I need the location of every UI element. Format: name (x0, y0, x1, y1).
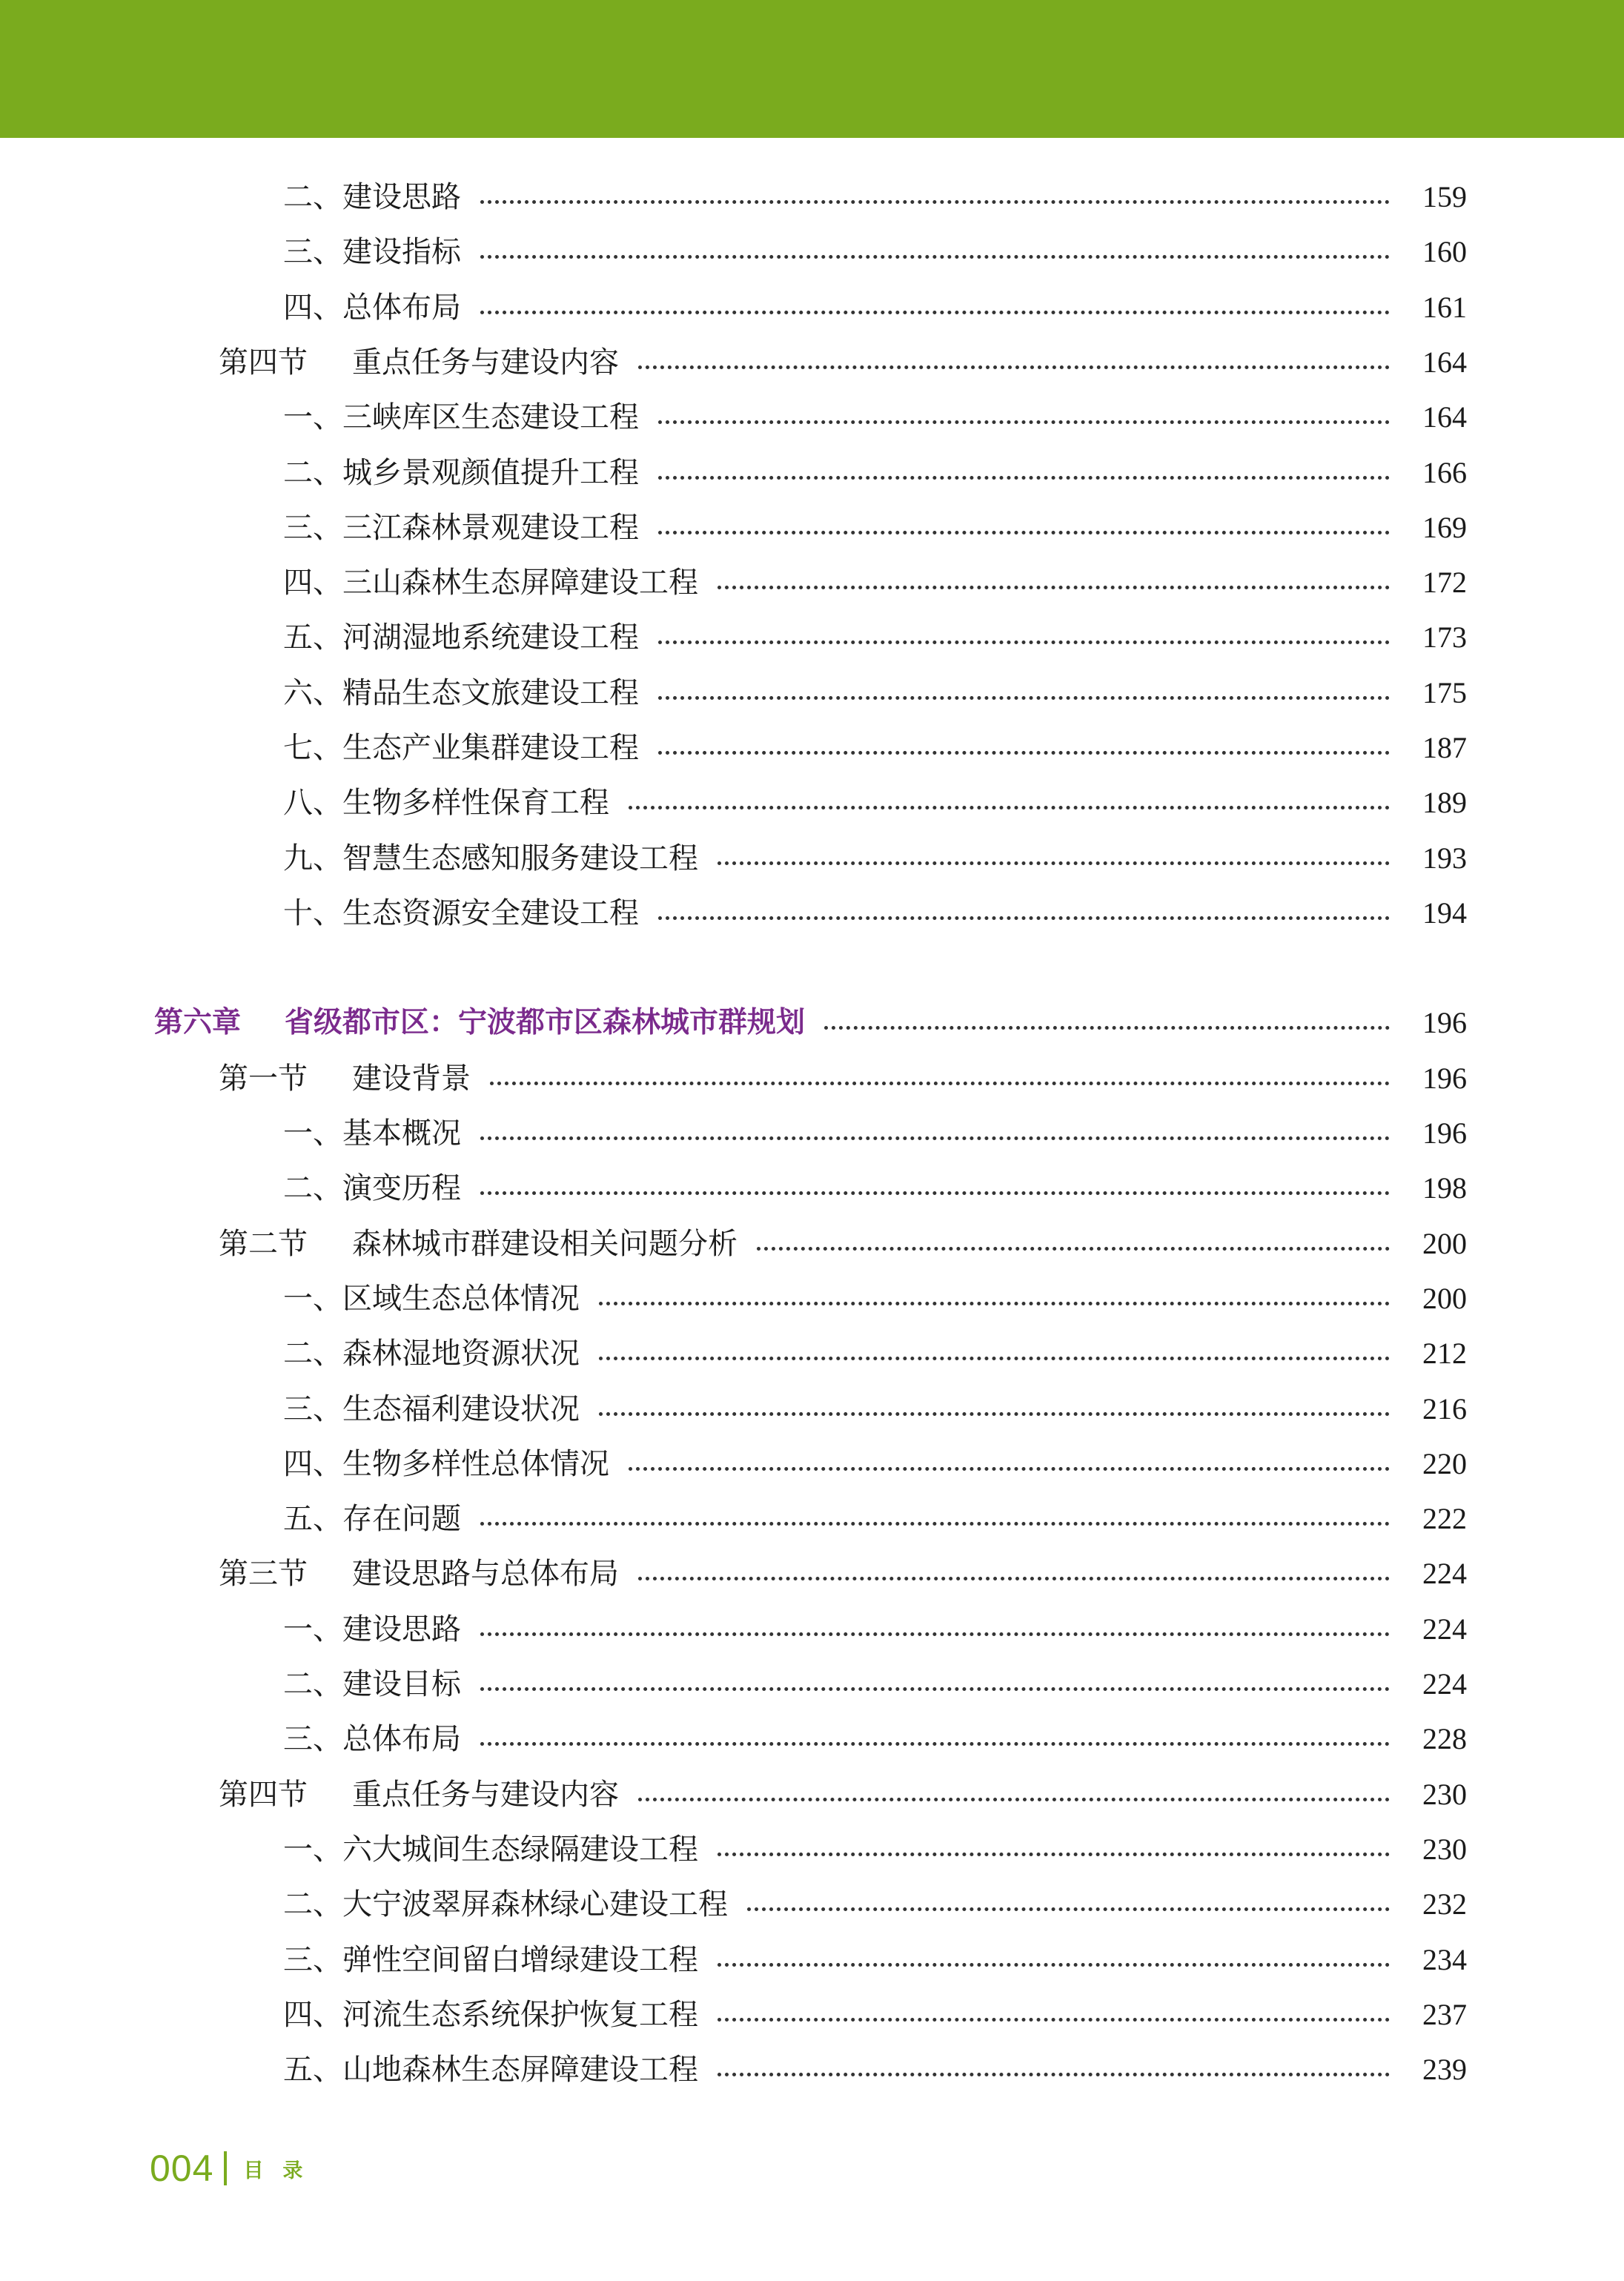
footer-divider (224, 2151, 227, 2185)
toc-entry-label: 五、山地森林生态屏障建设工程 (283, 2053, 698, 2087)
toc-page-number: 194 (1422, 896, 1467, 930)
dot-leader (824, 1026, 1390, 1030)
toc-item-entry[interactable] (0, 225, 1624, 279)
toc-entry-title (283, 390, 639, 445)
toc-entry-label: 二、城乡景观颜值提升工程 (283, 456, 639, 490)
toc-item-entry[interactable] (0, 1492, 1624, 1546)
toc-page-number: 224 (1422, 1612, 1467, 1646)
toc-entry-title (283, 1657, 461, 1712)
toc-entry-title (283, 610, 639, 665)
toc-entry-title (283, 446, 639, 500)
dot-leader (480, 1687, 1390, 1691)
toc-page-number: 172 (1422, 566, 1467, 599)
toc-entry-title (219, 1767, 619, 1822)
dot-leader (480, 1632, 1390, 1636)
toc-item-entry[interactable] (0, 1712, 1624, 1767)
toc-page-number: 237 (1422, 1998, 1467, 2031)
toc-page-number: 173 (1422, 620, 1467, 654)
toc-entry-title (283, 1987, 698, 2042)
toc-entry-title (219, 1546, 619, 1601)
dot-leader (658, 476, 1390, 480)
toc-page-number: 187 (1422, 731, 1467, 764)
toc-page-number: 196 (1422, 1116, 1467, 1150)
toc-page-number: 198 (1422, 1171, 1467, 1205)
toc-entry-title (283, 225, 461, 279)
toc-entry-title (283, 1492, 461, 1546)
toc-entry-label: 二、大宁波翠屏森林绿心建设工程 (283, 1887, 728, 1921)
section-number: 第一节 (219, 1062, 308, 1096)
footer-section-title: 目录 (243, 2159, 322, 2182)
dot-leader (658, 531, 1390, 534)
toc-entry-title (283, 555, 698, 610)
toc-entry-title (283, 280, 461, 335)
dot-leader (747, 1907, 1390, 1911)
dot-leader (480, 1136, 1390, 1140)
dot-leader (599, 1357, 1390, 1360)
dot-leader (629, 806, 1390, 810)
toc-entry-title (154, 996, 805, 1050)
toc-entry-title (283, 500, 639, 555)
toc-page-number: 230 (1422, 1778, 1467, 1811)
toc-entry-label: 三、弹性空间留白增绿建设工程 (283, 1943, 698, 1977)
toc-entry-label: 重点任务与建设内容 (352, 345, 619, 380)
toc-item-entry[interactable] (0, 1933, 1624, 1987)
toc-entry-title (283, 886, 639, 941)
toc-item-entry[interactable] (0, 1987, 1624, 2042)
toc-entry-title (283, 1712, 461, 1767)
toc-page-number: 216 (1422, 1392, 1467, 1426)
toc-entry-title (283, 775, 609, 830)
dot-leader (490, 1082, 1390, 1085)
toc-page-number: 222 (1422, 1502, 1467, 1535)
dot-leader (480, 255, 1390, 259)
dot-leader (599, 1412, 1390, 1416)
toc-item-entry[interactable] (0, 390, 1624, 445)
dot-leader (658, 916, 1390, 920)
toc-entry-title (283, 1877, 728, 1932)
toc-item-entry[interactable] (0, 886, 1624, 941)
toc-entry-label: 二、森林湿地资源状况 (283, 1337, 580, 1371)
toc-page-number: 164 (1422, 400, 1467, 434)
toc-entry-title (283, 1933, 698, 1987)
toc-item-entry[interactable] (0, 666, 1624, 721)
dot-leader (629, 1467, 1390, 1471)
toc-entry-title (219, 1051, 471, 1106)
toc-entry-label: 五、存在问题 (283, 1502, 461, 1536)
toc-section-entry[interactable] (0, 335, 1624, 390)
section-number: 第四节 (219, 345, 308, 380)
toc-page-number: 234 (1422, 1943, 1467, 1976)
dot-leader (717, 2018, 1390, 2022)
toc-page-number: 230 (1422, 1833, 1467, 1866)
toc-page-number: 193 (1422, 841, 1467, 875)
dot-leader (480, 1742, 1390, 1746)
toc-entry-label: 四、三山森林生态屏障建设工程 (283, 566, 698, 600)
toc-item-entry[interactable] (0, 1657, 1624, 1712)
page-footer (150, 2146, 322, 2191)
toc-item-entry[interactable] (0, 610, 1624, 665)
toc-page-number: 175 (1422, 676, 1467, 709)
toc-section-entry[interactable] (0, 1051, 1624, 1106)
toc-entry-label: 三、建设指标 (283, 235, 461, 269)
toc-item-entry[interactable] (0, 831, 1624, 886)
toc-entry-label: 二、建设目标 (283, 1667, 461, 1701)
toc-entry-title (219, 335, 619, 390)
toc-page-number: 200 (1422, 1227, 1467, 1260)
toc-entry-label: 九、智慧生态感知服务建设工程 (283, 841, 698, 875)
dot-leader (757, 1247, 1390, 1251)
toc-page-number: 160 (1422, 235, 1467, 268)
toc-page-number: 161 (1422, 291, 1467, 324)
section-number: 第四节 (219, 1778, 308, 1812)
toc-entry-label: 四、河流生态系统保护恢复工程 (283, 1998, 698, 2032)
toc-entry-label: 六、精品生态文旅建设工程 (283, 676, 639, 710)
toc-entry-label: 八、生物多样性保育工程 (283, 786, 609, 820)
toc-entry-title (283, 1822, 698, 1877)
toc-item-entry[interactable] (0, 1161, 1624, 1216)
dot-leader (480, 311, 1390, 314)
toc-page-number: 220 (1422, 1447, 1467, 1480)
toc-item-entry[interactable] (0, 1382, 1624, 1437)
toc-item-entry[interactable] (0, 170, 1624, 225)
toc-item-entry[interactable] (0, 1271, 1624, 1326)
toc-entry-title (283, 1106, 461, 1161)
dot-leader (480, 1191, 1390, 1195)
toc-entry-title (283, 666, 639, 721)
toc-item-entry[interactable] (0, 555, 1624, 610)
toc-page-number: 166 (1422, 456, 1467, 489)
dot-leader (638, 365, 1390, 369)
dot-leader (480, 1522, 1390, 1526)
toc-item-entry[interactable] (0, 500, 1624, 555)
toc-entry-title (219, 1216, 738, 1271)
dot-leader (717, 861, 1390, 865)
toc-item-entry[interactable] (0, 2042, 1624, 2097)
section-number: 第二节 (219, 1227, 308, 1261)
toc-section-entry[interactable] (0, 1767, 1624, 1822)
toc-entry-label: 四、生物多样性总体情况 (283, 1447, 609, 1481)
toc-entry-title (283, 2042, 698, 2097)
toc-entry-label: 三、三江森林景观建设工程 (283, 511, 639, 545)
toc-entry-label: 建设思路与总体布局 (352, 1557, 619, 1591)
toc-page-number: 228 (1422, 1722, 1467, 1755)
dot-leader (717, 1853, 1390, 1856)
toc-entry-label: 省级都市区：宁波都市区森林城市群规划 (285, 1006, 806, 1039)
dot-leader (658, 696, 1390, 700)
dot-leader (658, 640, 1390, 644)
toc-entry-title (283, 1271, 580, 1326)
toc-entry-label: 四、总体布局 (283, 291, 461, 325)
toc-entry-label: 一、三峡库区生态建设工程 (283, 400, 639, 434)
toc-entry-label: 一、建设思路 (283, 1612, 461, 1646)
page-number: 004 (150, 2148, 214, 2189)
toc-entry-label: 重点任务与建设内容 (352, 1778, 619, 1812)
toc-entry-title (283, 1382, 580, 1437)
toc-item-entry[interactable] (0, 1326, 1624, 1381)
toc-page-number: 232 (1422, 1887, 1467, 1921)
toc-item-entry[interactable] (0, 1877, 1624, 1932)
toc-section-entry[interactable] (0, 1546, 1624, 1601)
dot-leader (717, 2073, 1390, 2076)
toc-item-entry[interactable] (0, 1106, 1624, 1161)
dot-leader (717, 1963, 1390, 1967)
toc-page-number: 164 (1422, 345, 1467, 379)
toc-page-number: 200 (1422, 1282, 1467, 1315)
dot-leader (658, 420, 1390, 424)
toc-entry-label: 十、生态资源安全建设工程 (283, 896, 639, 930)
toc-page-number: 196 (1422, 1006, 1467, 1039)
dot-leader (638, 1798, 1390, 1801)
toc-entry-title (283, 1161, 461, 1216)
toc-item-entry[interactable] (0, 721, 1624, 775)
dot-leader (717, 586, 1390, 589)
toc-page-number: 196 (1422, 1062, 1467, 1095)
toc-entry-label: 三、总体布局 (283, 1722, 461, 1756)
toc-item-entry[interactable] (0, 1822, 1624, 1877)
toc-page-number: 224 (1422, 1557, 1467, 1590)
toc-entry-label: 五、河湖湿地系统建设工程 (283, 620, 639, 655)
toc-page-number: 224 (1422, 1667, 1467, 1701)
toc-entry-label: 一、基本概况 (283, 1116, 461, 1151)
toc-item-entry[interactable] (0, 446, 1624, 500)
dot-leader (480, 200, 1390, 204)
toc-page-number: 212 (1422, 1337, 1467, 1370)
toc-entry-label: 七、生态产业集群建设工程 (283, 731, 639, 765)
toc-section-entry[interactable] (0, 1216, 1624, 1271)
toc-page-number: 239 (1422, 2053, 1467, 2086)
toc-entry-label: 二、建设思路 (283, 180, 461, 214)
toc-page-number: 169 (1422, 511, 1467, 544)
toc-item-entry[interactable] (0, 1602, 1624, 1657)
toc-entry-label: 建设背景 (352, 1062, 471, 1096)
toc-item-entry[interactable] (0, 280, 1624, 335)
chapter-number: 第六章 (154, 1006, 242, 1039)
section-number: 第三节 (219, 1557, 308, 1591)
toc-item-entry[interactable] (0, 775, 1624, 830)
toc-entry-title (283, 170, 461, 225)
toc-page-number: 159 (1422, 180, 1467, 213)
toc-entry-label: 一、六大城间生态绿隔建设工程 (283, 1833, 698, 1867)
dot-leader (638, 1577, 1390, 1580)
dot-leader (599, 1302, 1390, 1305)
dot-leader (658, 751, 1390, 755)
toc-chapter-entry[interactable] (0, 996, 1624, 1050)
toc-entry-label: 一、区域生态总体情况 (283, 1282, 580, 1316)
toc-entry-title (283, 721, 639, 775)
toc-entry-title (283, 1437, 609, 1492)
toc-entry-title (283, 831, 698, 886)
toc-entry-title (283, 1602, 461, 1657)
toc-entry-label: 三、生态福利建设状况 (283, 1392, 580, 1426)
header-band (0, 0, 1624, 138)
toc-item-entry[interactable] (0, 1437, 1624, 1492)
toc-page-number: 189 (1422, 786, 1467, 819)
toc-entry-label: 森林城市群建设相关问题分析 (352, 1227, 738, 1261)
toc-entry-label: 二、演变历程 (283, 1171, 461, 1205)
toc-entry-title (283, 1326, 580, 1381)
